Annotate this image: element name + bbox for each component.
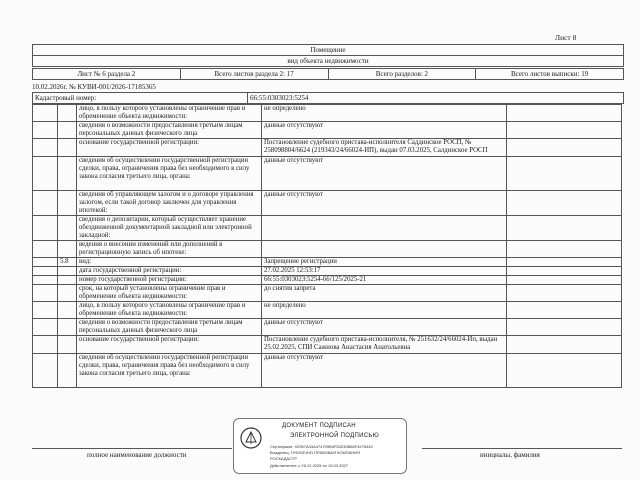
table-row — [33, 258, 622, 267]
row-value: данные отсутствуют — [262, 191, 507, 216]
row-empty — [507, 319, 622, 336]
row-value — [262, 216, 507, 241]
row-number — [58, 157, 77, 191]
row-empty — [507, 302, 622, 319]
table-row — [33, 241, 622, 258]
row-number — [58, 216, 77, 241]
row-label: сведения о возможности предоставления третьим лицам персональных данных физического лица — [77, 122, 262, 139]
encumbrance-table — [32, 104, 622, 388]
row-label: ведения о внесении изменений или дополнений в регистрационную запись об ипотеке: — [77, 241, 262, 258]
row-empty — [507, 122, 622, 139]
row-label: сведения о возможности предоставления третьим лицам персональных данных физического лица — [77, 319, 262, 336]
row-number — [58, 122, 77, 139]
row-empty — [507, 157, 622, 191]
row-label: сведения о депозитарии, который осуществляет хранение обездвиженной документарной закладной или электронной закладной: — [77, 216, 262, 241]
electronic-signature-stamp — [233, 418, 407, 474]
row-label: сведения об осуществлении государственной регистрации сделки, права, ограничения права без необходимого в силу закона согласия третьего лица, органа: — [77, 157, 262, 191]
sheet-number: Лист 8 — [555, 33, 577, 42]
row-label: основание государственной регистрации: — [77, 139, 262, 157]
row-number — [58, 139, 77, 157]
row-empty — [507, 276, 622, 285]
row-spacer — [33, 122, 58, 139]
row-empty — [507, 139, 622, 157]
row-spacer — [33, 302, 58, 319]
row-empty — [507, 258, 622, 267]
table-row — [33, 139, 622, 157]
row-spacer — [33, 336, 58, 354]
row-empty — [507, 267, 622, 276]
row-label: срок, на который установлены ограничение прав и обременение объекта недвижимости: — [77, 285, 262, 302]
object-type: Помещение — [33, 45, 623, 56]
table-row — [33, 354, 622, 388]
row-number — [58, 319, 77, 336]
table-row — [33, 319, 622, 336]
row-empty — [507, 216, 622, 241]
row-spacer — [33, 105, 58, 122]
row-empty — [507, 105, 622, 122]
row-value: Запрещение регистрации — [262, 258, 507, 267]
position-label: полное наименование должности — [87, 451, 187, 459]
row-empty — [507, 336, 622, 354]
row-spacer — [33, 258, 58, 267]
table-row — [33, 157, 622, 191]
row-spacer — [33, 216, 58, 241]
row-spacer — [33, 139, 58, 157]
table-row — [33, 276, 622, 285]
stamp-owner-2: РОСКАДАСТР — [270, 456, 297, 461]
cadastral-label: Кадастровый номер: — [33, 93, 248, 103]
position-line — [32, 448, 232, 449]
name-label: инициалы, фамилия — [480, 451, 540, 459]
row-empty — [507, 285, 622, 302]
table-row — [33, 267, 622, 276]
row-empty — [507, 241, 622, 258]
row-number — [58, 302, 77, 319]
stamp-owner: Владелец: ПУБЛИЧНО-ПРАВОВАЯ КОМПАНИЯ — [270, 450, 360, 455]
row-number — [58, 354, 77, 388]
row-label: лицо, в пользу которого установлены ограничение прав и обременение объекта недвижимости: — [77, 302, 262, 319]
row-value: данные отсутствуют — [262, 354, 507, 388]
row-empty — [507, 354, 622, 388]
row-spacer — [33, 319, 58, 336]
row-spacer — [33, 276, 58, 285]
row-value: не определено — [262, 105, 507, 122]
row-spacer — [33, 285, 58, 302]
row-number — [58, 105, 77, 122]
total-section-sheets: Всего листов раздела 2: 17 — [181, 69, 329, 79]
table-row — [33, 191, 622, 216]
object-header — [32, 44, 624, 67]
row-value: не определено — [262, 302, 507, 319]
row-number — [58, 191, 77, 216]
row-spacer — [33, 354, 58, 388]
row-spacer — [33, 267, 58, 276]
row-value: данные отсутствуют — [262, 157, 507, 191]
row-value: данные отсутствуют — [262, 122, 507, 139]
row-number: 5.8 — [58, 258, 77, 267]
row-number — [58, 241, 77, 258]
stamp-certificate: Сертификат: 02957A43A474709B4F63235B86F4276445 — [270, 444, 373, 449]
table-row — [33, 122, 622, 139]
row-value: данные отсутствуют — [262, 319, 507, 336]
table-row — [33, 105, 622, 122]
row-label: сведения об управляющем залогом и о договоре управления залогом, если такой договор заключен для управления ипотекой: — [77, 191, 262, 216]
cadastral-row — [32, 92, 624, 104]
table-row — [33, 216, 622, 241]
registry-logo-icon — [240, 427, 262, 449]
row-empty — [507, 191, 622, 216]
row-value — [262, 241, 507, 258]
row-spacer — [33, 157, 58, 191]
total-extract-sheets: Всего листов выписки: 19 — [511, 70, 589, 78]
table-row — [33, 285, 622, 302]
sheet-meta — [32, 68, 624, 80]
row-value: 27.02.2025 12:53:17 — [262, 267, 507, 276]
cadastral-value: 66:55:0303023:5254 — [250, 94, 309, 102]
row-number — [58, 285, 77, 302]
name-line — [422, 448, 622, 449]
row-label: лицо, в пользу которого установлены ограничение прав и обременение объекта недвижимости: — [77, 105, 262, 122]
row-value: Постановление судебного пристава-исполнителя Саддинское РОСП, № 258098804/6624 (219343/24/66024-ИП), выдан 07.03.2025, Салдинское РОСП — [262, 139, 507, 157]
stamp-validity: Действителен: с 26.12.2025 по 19.03.2027 — [270, 463, 348, 468]
row-label: номер государственной регистрации: — [77, 276, 262, 285]
object-type-caption: вид объекта недвижимости — [287, 57, 369, 65]
sheet-section: Лист № 6 раздела 2 — [33, 69, 181, 79]
table-row — [33, 336, 622, 354]
stamp-line-2: ЭЛЕКТРОННОЙ ПОДПИСЬЮ — [290, 433, 379, 439]
row-label: дата государственной регистрации: — [77, 267, 262, 276]
row-number — [58, 276, 77, 285]
row-label: основание государственной регистрации: — [77, 336, 262, 354]
total-sections: Всего разделов: 2 — [329, 69, 477, 79]
table-row — [33, 302, 622, 319]
row-label: сведения об осуществлении государственной регистрации сделки, права, ограничения права без необходимого в силу закона согласия третьего лица, органа: — [77, 354, 262, 388]
row-spacer — [33, 241, 58, 258]
registration-number: 10.02.2026г. № КУВИ-001/2026-17185365 — [32, 83, 156, 91]
row-value: 66:55:0303023:5254-66/125/2025-21 — [262, 276, 507, 285]
row-value: Постановление судебного пристава-исполнителя, № 251632/24/66024-Ип, выдан 25.02.2025, СПИ Сажнова Анастасия Анатольевна — [262, 336, 507, 354]
row-number — [58, 336, 77, 354]
row-label: вид: — [77, 258, 262, 267]
row-spacer — [33, 191, 58, 216]
row-value: до снятия запрета — [262, 285, 507, 302]
row-number — [58, 267, 77, 276]
stamp-line-1: ДОКУМЕНТ ПОДПИСАН — [282, 423, 356, 429]
